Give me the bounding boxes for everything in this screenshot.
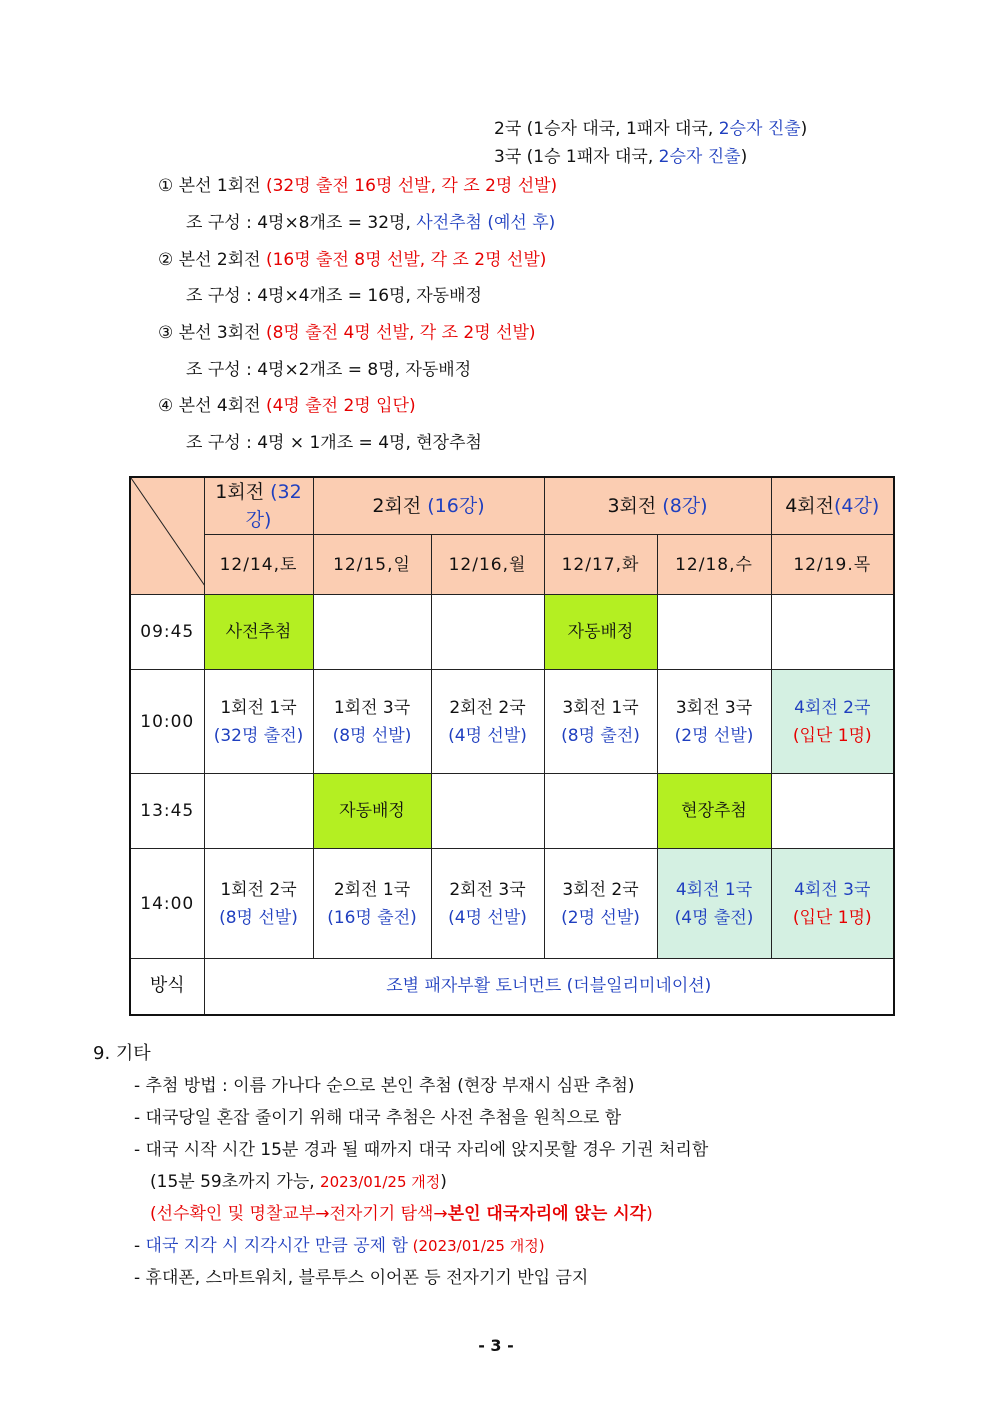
date-cell: 12/19.목 [771, 535, 894, 595]
section-9-item-3-procedure: (선수확인 및 명찰교부→전자기기 탐색→본인 대국자리에 앉는 시각) [150, 1204, 653, 1224]
schedule-cell [771, 774, 894, 849]
schedule-cell [657, 595, 771, 670]
round-3-heading: ③ 본선 3회전 (8명 출전 4명 선발, 각 조 2명 선발) [158, 323, 536, 343]
schedule-cell [544, 774, 657, 849]
round-4-heading: ④ 본선 4회전 (4명 출전 2명 입단) [158, 396, 416, 416]
schedule-cell: 3회전 2국 (2명 선발) [544, 849, 657, 959]
schedule-cell: 사전추첨 [204, 595, 313, 670]
schedule-cell: 자동배정 [544, 595, 657, 670]
round-4-composition: 조 구성 : 4명 × 1개조 = 4명, 현장추첨 [186, 433, 482, 453]
round-1-heading: ① 본선 1회전 (32명 출전 16명 선발, 각 조 2명 선발) [158, 176, 558, 196]
schedule-cell: 1회전 2국 (8명 선발) [204, 849, 313, 959]
section-9-item-3-note: (15분 59초까지 가능, 2023/01/25 개정) [150, 1172, 447, 1192]
date-cell: 12/16,월 [431, 535, 544, 595]
schedule-cell: 1회전 3국 (8명 선발) [313, 670, 431, 774]
schedule-cell: 2회전 2국 (4명 선발) [431, 670, 544, 774]
header-round-2: 2회전 (16강) [313, 477, 544, 535]
schedule-cell: 3회전 3국 (2명 선발) [657, 670, 771, 774]
schedule-cell [771, 595, 894, 670]
time-cell: 09:45 [130, 595, 204, 670]
page-number: - 3 - [478, 1336, 514, 1355]
schedule-cell: 현장추첨 [657, 774, 771, 849]
round-2-composition: 조 구성 : 4명×4개조 = 16명, 자동배정 [186, 286, 482, 306]
date-cell: 12/18,수 [657, 535, 771, 595]
intro-line-3guk: 3국 (1승 1패자 대국, 2승자 진출) [494, 147, 748, 167]
schedule-cell [204, 774, 313, 849]
schedule-cell: 2회전 3국 (4명 선발) [431, 849, 544, 959]
header-round-1: 1회전 (32강) [204, 477, 313, 535]
diagonal-line [131, 478, 205, 586]
schedule-cell: 4회전 1국 (4명 출전) [657, 849, 771, 959]
date-cell: 12/14,토 [204, 535, 313, 595]
schedule-cell: 3회전 1국 (8명 출전) [544, 670, 657, 774]
schedule-cell: 1회전 1국 (32명 출전) [204, 670, 313, 774]
schedule-cell [431, 595, 544, 670]
method-value: 조별 패자부활 토너먼트 (더블일리미네이션) [204, 959, 894, 1015]
table-corner-cell [130, 477, 204, 595]
schedule-table [129, 476, 895, 1016]
round-2-heading: ② 본선 2회전 (16명 출전 8명 선발, 각 조 2명 선발) [158, 250, 547, 270]
schedule-cell [313, 595, 431, 670]
method-label: 방식 [130, 959, 204, 1015]
section-9-item-2: - 대국당일 혼잡 줄이기 위해 대국 추첨은 사전 추첨을 원칙으로 함 [134, 1108, 622, 1128]
header-round-3: 3회전 (8강) [544, 477, 771, 535]
schedule-cell: 4회전 2국 (입단 1명) [771, 670, 894, 774]
schedule-cell: 4회전 3국 (입단 1명) [771, 849, 894, 959]
section-9-item-5: - 휴대폰, 스마트워치, 블루투스 이어폰 등 전자기기 반입 금지 [134, 1268, 589, 1288]
time-cell: 14:00 [130, 849, 204, 959]
schedule-cell [431, 774, 544, 849]
date-cell: 12/17,화 [544, 535, 657, 595]
time-cell: 10:00 [130, 670, 204, 774]
section-9-item-1: - 추첨 방법 : 이름 가나다 순으로 본인 추첨 (현장 부재시 심판 추첨) [134, 1076, 635, 1096]
schedule-cell: 2회전 1국 (16명 출전) [313, 849, 431, 959]
schedule-cell: 자동배정 [313, 774, 431, 849]
header-round-4: 4회전(4강) [771, 477, 894, 535]
section-9-title: 9. 기타 [93, 1043, 151, 1064]
date-cell: 12/15,일 [313, 535, 431, 595]
intro-line-2guk: 2국 (1승자 대국, 1패자 대국, 2승자 진출) [494, 119, 808, 139]
section-9-item-4: - 대국 지각 시 지각시간 만큼 공제 함 (2023/01/25 개정) [134, 1236, 545, 1256]
round-1-composition: 조 구성 : 4명×8개조 = 32명, 사전추첨 (예선 후) [186, 213, 556, 233]
time-cell: 13:45 [130, 774, 204, 849]
section-9-item-3: - 대국 시작 시간 15분 경과 될 때까지 대국 자리에 앉지못할 경우 기권 처리함 [134, 1140, 709, 1160]
round-3-composition: 조 구성 : 4명×2개조 = 8명, 자동배정 [186, 360, 472, 380]
